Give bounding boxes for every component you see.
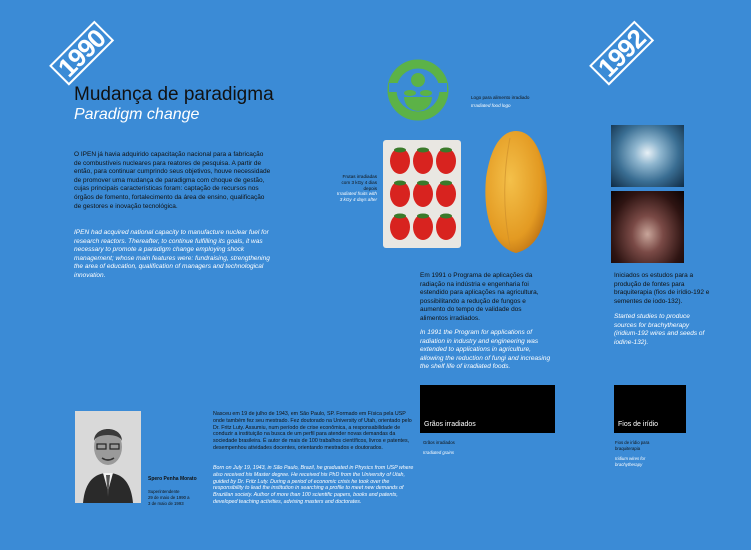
year-text-1992: 1992	[589, 21, 654, 86]
program-text-en: In 1991 the Program for applications of radiation in industry and engineering was extended to applications in agriculture, allowing the reduction of fungi and increasing the shelf life of irradiated foods.	[420, 329, 551, 371]
page-subtitle: Paradigm change	[74, 106, 200, 123]
intro-text-en: IPEN had acquired national capacity to manufacture nuclear fuel for research reactors. Thereafter, to continue fulfilling its goals, it was necessary to promote a paradigm change employing shock management; whose main features were: fundraising, strengthening the area of education, qualification of managers and technological innovation.	[74, 229, 270, 279]
iridium-caption-pt: Fios de irídio para braquiterapia	[615, 440, 650, 451]
grains-caption-en: Irradiated grains	[423, 450, 455, 455]
brachy-text-en: Started studies to produce sources for brachytherapy (iridium-192 wires and seeds of iodine-132).	[614, 313, 705, 346]
papaya-photo	[480, 128, 552, 256]
grains-caption-pt: Grãos irradiados	[423, 440, 455, 445]
brachy-text-pt: Iniciados os estudos para a produção de fontes para braquiterapia (fios de irídio-192 e sementes de iodo-132).	[614, 272, 710, 305]
ultrasound-photo	[611, 191, 684, 263]
year-badge-1990	[48, 20, 115, 87]
xray-photo	[611, 125, 684, 187]
person-dates: 29 de maio de 1990 a 3 de maio de 1993	[148, 495, 190, 506]
intro-text-pt: O IPEN já havia adquirido capacitação nacional para a fabricação de combustíveis nucleares para reatores de pesquisa. A partir de então, para continuar cumprindo seus objetivos, houve necessidade de promover uma mudança de paradigma com choque de gestão, cujas principais características foram: captação de recursos nos órgãos de fomento, fortalecimento da área de ensino, qualificação de gestores e inovação tecnológica.	[74, 151, 271, 210]
person-name: Spero Penha Morato	[148, 476, 197, 482]
grains-box-label: Grãos irradiados	[424, 421, 476, 428]
year-badge-1992	[588, 20, 655, 87]
iridium-box-label: Fios de irídio	[618, 421, 659, 428]
strawberries-photo	[383, 140, 461, 248]
fruits-caption-en: Irradiated fruits with 3 kGy 4 days after	[336, 191, 377, 202]
year-text-1990: 1990	[49, 21, 114, 86]
page-title: Mudança de paradigma	[74, 84, 274, 105]
fruits-caption-pt: Frutas irradiadas com 3 kGy 4 dias depois	[341, 174, 377, 191]
portrait-photo	[75, 411, 141, 503]
bio-text-pt: Nasceu em 19 de julho de 1943, em São Paulo, SP. Formado em Física pela USP onde também fez seu mestrado. Fez doutorado na University of Utah, orientado pelo Dr. Fritz Luty. Assumiu, num período de crise econômica, a responsabilidade de conduzir a instituição na busca de um perfil para atender novas demandas da sociedade brasileira. É autor de mais de 100 trabalhos científicos, livros e patentes, desempenhou atividades docentes, orientando mestrados e doutorados.	[213, 411, 412, 451]
bio-text-en: Born on July 19, 1943, in São Paulo, Brazil, he graduated in Physics from USP where also received his Master degree. He received his PhD from the University of Utah, guided by Dr. Fritz Luty. During a period of economic crisis he took over the responsibility to lead the institution in searching a profile to meet new demands of Brazilian society. Author of more than 100 scientific papers, books and patents, developed teaching activities, advising masters and doctorates.	[213, 465, 414, 505]
program-text-pt: Em 1991 o Programa de aplicações da radiação na indústria e engenharia foi estendido para aplicações na agricultura, possibilitando a redução de fungos e aumento do tempo de validade dos alimentos irradiados.	[420, 272, 539, 322]
logo-caption-pt: Logo para alimento irradiado	[471, 95, 530, 100]
radura-logo	[385, 57, 451, 123]
iridium-video-box[interactable]	[614, 385, 686, 433]
iridium-caption-en: Iridium wires for brachytherapy	[615, 456, 646, 467]
logo-caption-en: Irradiated food logo	[471, 103, 511, 108]
person-role: Superintendente	[148, 489, 180, 494]
grains-video-box[interactable]	[420, 385, 555, 433]
